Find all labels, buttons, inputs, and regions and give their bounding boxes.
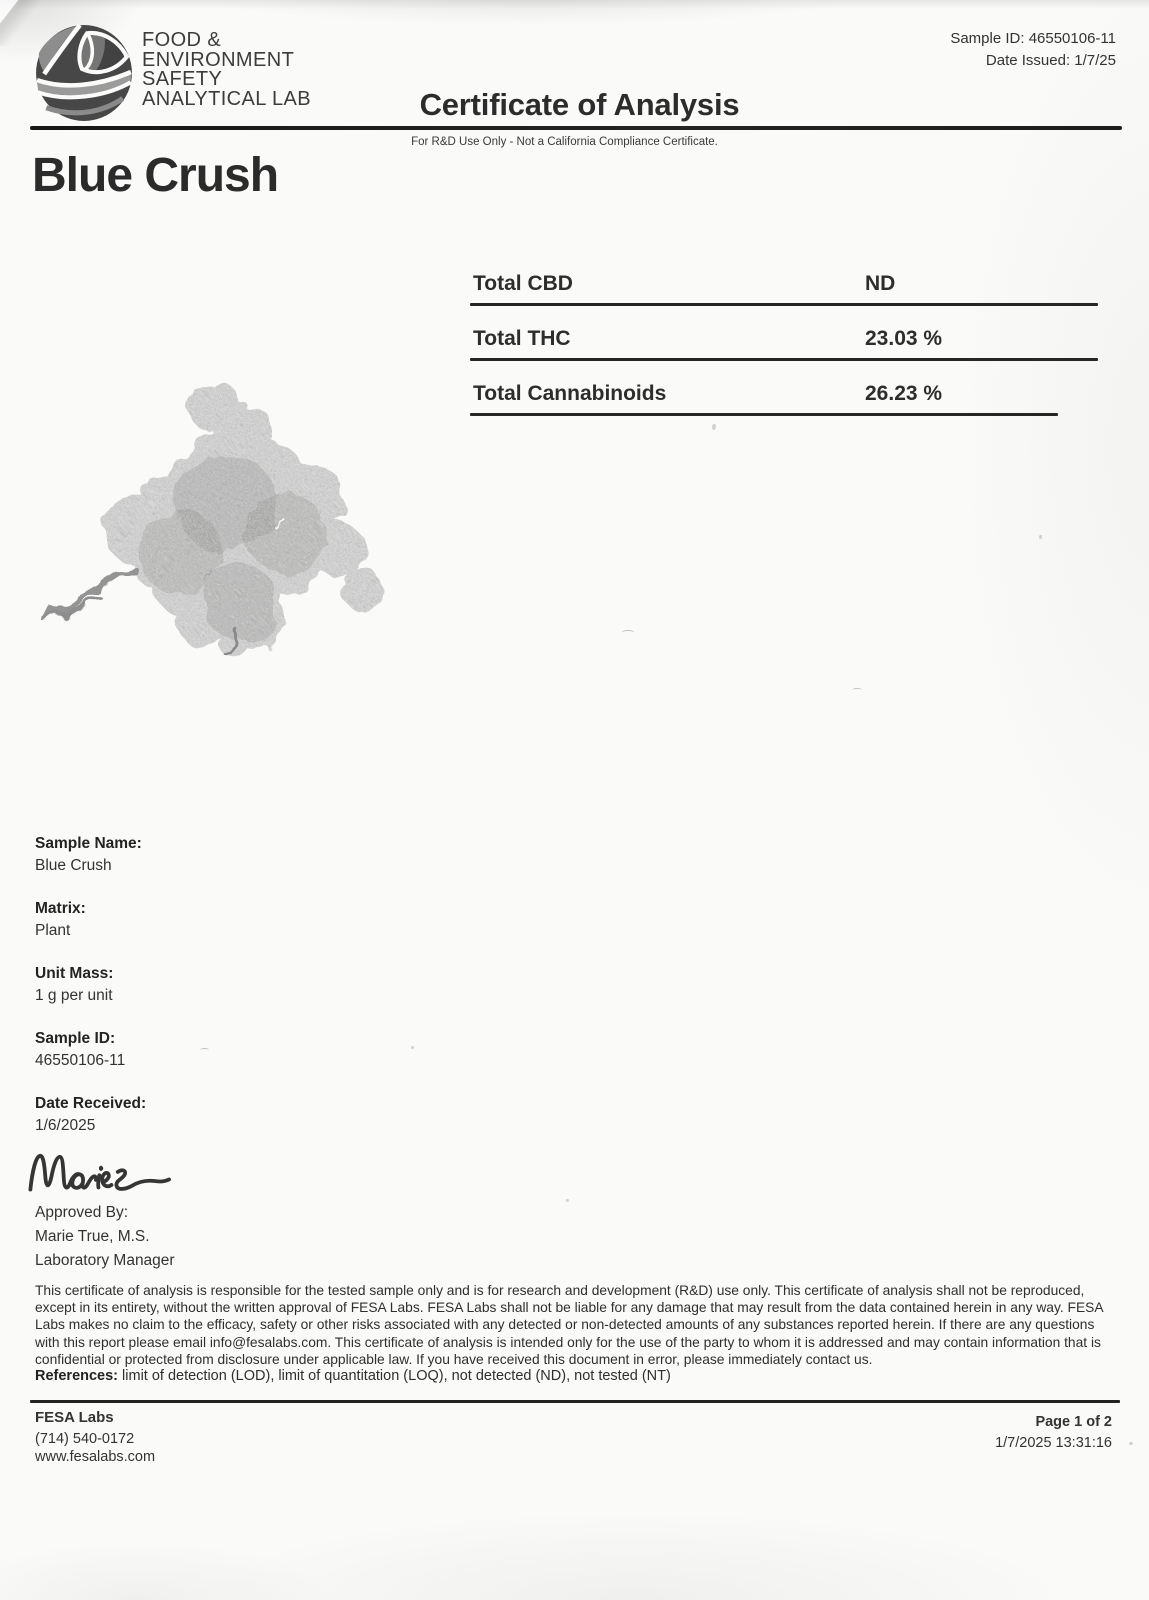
row-label: Total Cannabinoids <box>473 382 667 405</box>
detail-value: 1 g per unit <box>35 987 113 1004</box>
lab-name-line: ANALYTICAL LAB <box>142 87 311 110</box>
approver-name: Marie True, M.S. <box>35 1228 150 1245</box>
detail-unit-mass <box>35 963 113 1007</box>
table-row <box>470 372 1098 427</box>
lab-name-line: ENVIRONMENT <box>142 48 295 71</box>
approval-block <box>35 1201 175 1273</box>
scan-speck <box>1039 535 1042 539</box>
detail-value: Plant <box>35 922 71 939</box>
row-divider <box>470 303 1098 306</box>
footer-phone: (714) 540-0172 <box>35 1431 135 1447</box>
lab-name-line: SAFETY <box>142 68 223 90</box>
row-label: Total THC <box>473 327 571 350</box>
row-value: 23.03 % <box>865 327 943 350</box>
sample-id-text: Sample ID: 46550106-11 <box>950 30 1116 47</box>
cannabinoid-summary-table <box>470 262 1098 427</box>
approver-title: Laboratory Manager <box>35 1252 175 1269</box>
references-label: References: <box>35 1368 119 1384</box>
scan-scratch <box>852 688 862 692</box>
row-value: 26.23 % <box>865 382 943 405</box>
lab-name-line: FOOD & <box>142 29 222 51</box>
legal-disclaimer: This certificate of analysis is responsible for the tested sample only and is for research and development (R&D) use only. This certificate of analysis shall not be reproduced, except in its entirety, without the written approval of FESA Labs. FESA Labs shall not be liable for any damage that may result from the data contained herein in any way. FESA Labs makes no claim to the efficacy, safety or other risks associated with any detected or non-detected amounts of any substances reported herein. If there are any questions with this report please email info@fesalabs.com. This certificate of analysis is intended only for the use of the party to whom it is addressed and may contain information that is confidential or protected from disclosure under applicable law. If you have received this document in error, please immediately contact us. <box>35 1283 1103 1367</box>
detail-sample-id <box>35 1028 125 1072</box>
detail-value: 1/6/2025 <box>35 1117 96 1134</box>
detail-label: Sample ID: <box>35 1030 116 1047</box>
date-issued-text: Date Issued: 1/7/25 <box>985 52 1116 69</box>
sample-meta <box>950 28 1116 72</box>
footer-lab-name: FESA Labs <box>35 1409 114 1426</box>
cannabis-bud-photo <box>30 362 395 667</box>
detail-label: Unit Mass: <box>35 965 114 982</box>
footer-lab-contact <box>35 1409 155 1466</box>
scan-speck <box>1129 1442 1133 1445</box>
footer-page-info <box>995 1412 1112 1454</box>
footer-website: www.fesalabs.com <box>35 1449 156 1465</box>
detail-label: Date Received: <box>35 1095 147 1112</box>
compliance-note: For R&D Use Only - Not a California Compliance Certificate. <box>411 136 718 148</box>
header-divider <box>30 126 1122 130</box>
approver-signature-image <box>27 1146 172 1202</box>
approved-by-label: Approved By: <box>35 1204 129 1221</box>
table-row <box>470 317 1098 372</box>
scan-speck <box>411 1046 414 1049</box>
print-timestamp: 1/7/2025 13:31:16 <box>995 1435 1112 1451</box>
detail-date-received <box>35 1093 146 1137</box>
detail-label: Matrix: <box>35 900 86 917</box>
row-label: Total CBD <box>473 272 573 295</box>
product-name-title: Blue Crush <box>32 149 279 202</box>
footer-divider <box>30 1400 1120 1403</box>
row-value: ND <box>865 272 896 295</box>
scan-scratch <box>622 630 634 635</box>
detail-value: 46550106-11 <box>35 1052 126 1069</box>
row-divider <box>470 358 1098 361</box>
references-text: limit of detection (LOD), limit of quantitation (LOQ), not detected (ND), not tested (NT) <box>118 1368 671 1384</box>
page-number: Page 1 of 2 <box>1035 1414 1112 1430</box>
scan-speck <box>566 1199 569 1202</box>
row-divider <box>470 413 1058 416</box>
detail-sample-name <box>35 833 142 877</box>
scan-speck <box>712 424 716 430</box>
scan-scratch <box>200 1048 209 1052</box>
references-note <box>35 1368 671 1384</box>
detail-value: Blue Crush <box>35 857 112 874</box>
page-title: Certificate of Analysis <box>419 87 740 122</box>
detail-matrix <box>35 898 86 942</box>
detail-label: Sample Name: <box>35 835 142 852</box>
table-row <box>470 262 1098 317</box>
